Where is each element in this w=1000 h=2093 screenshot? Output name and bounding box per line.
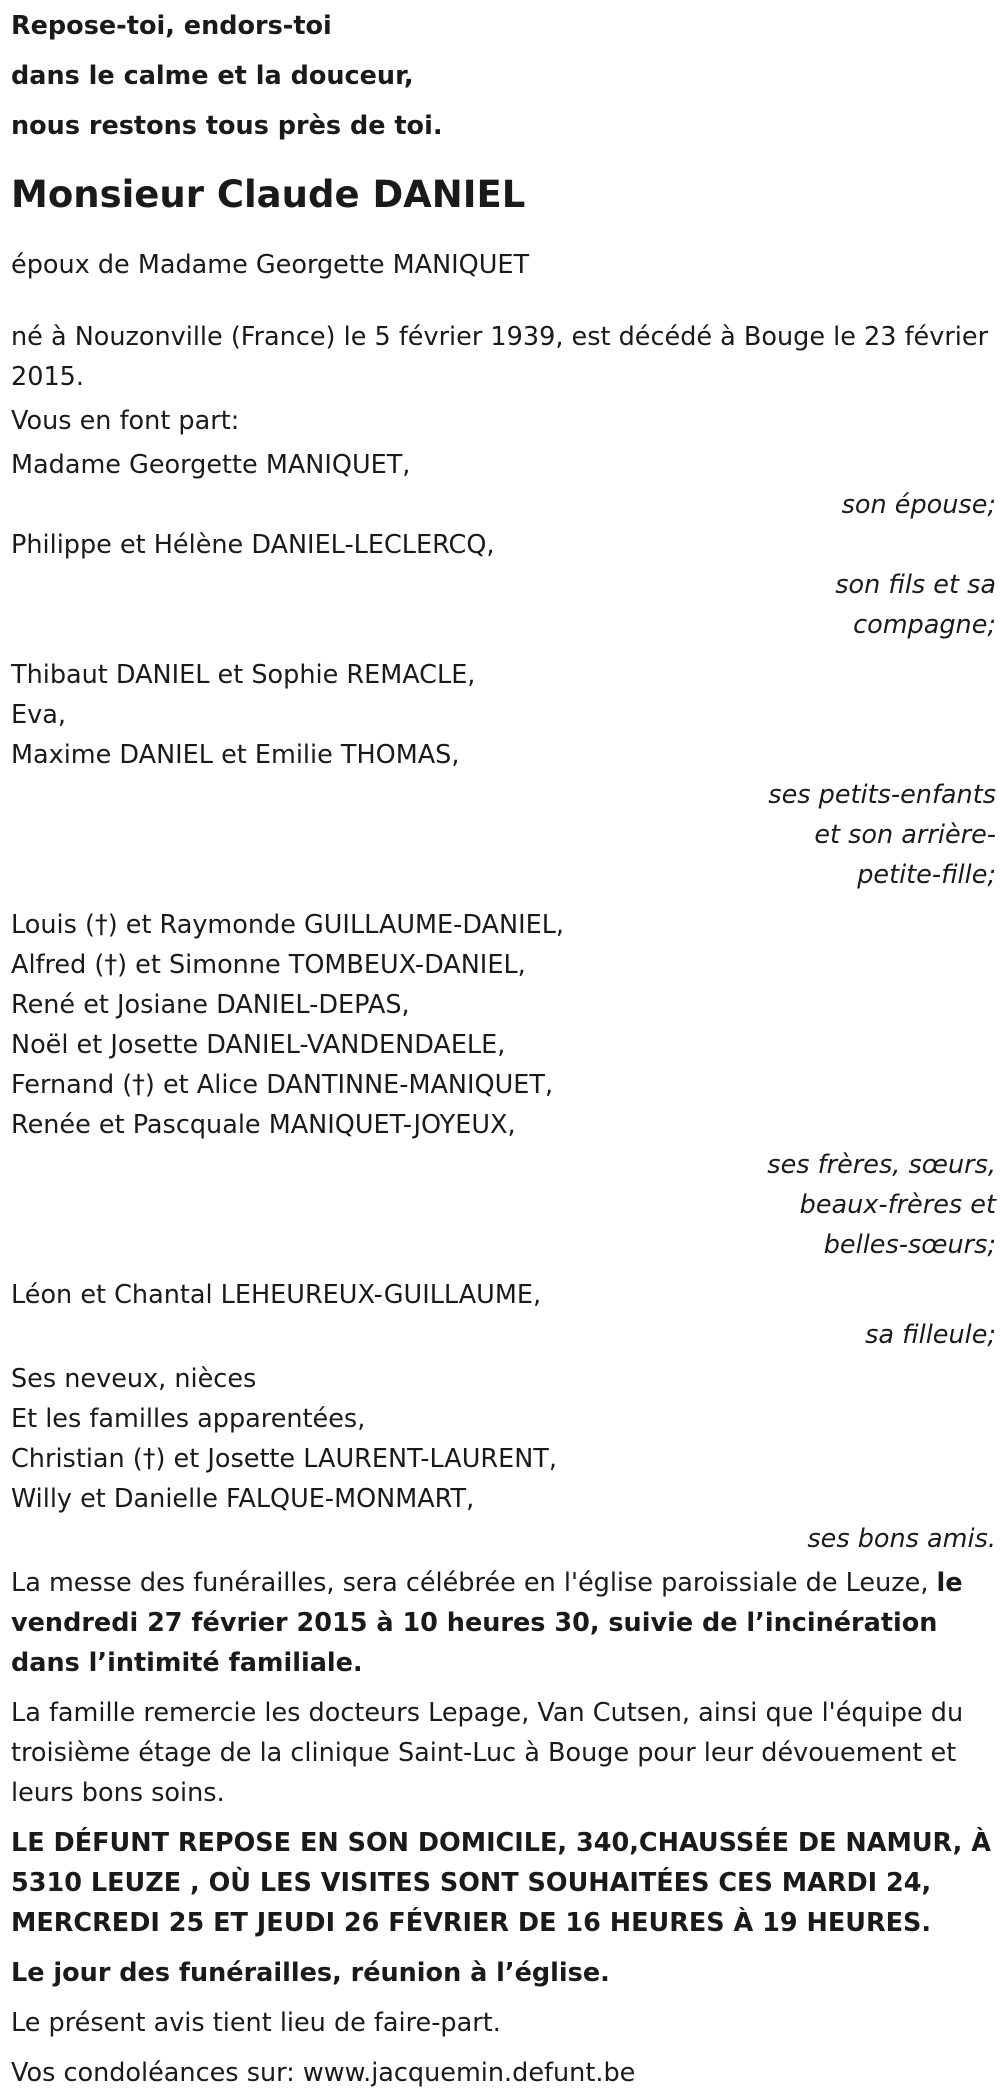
thanks-paragraph: La famille remercie les docteurs Lepage, Van Cutsen, ainsi que l'équipe du troisième étage de la clinique Saint-Luc à Bouge pour leur dévouement et leurs bons soins. bbox=[11, 1698, 964, 1808]
visits-paragraph: LE DÉFUNT REPOSE EN SON DOMICILE, 340,CHAUSSÉE DE NAMUR, À 5310 LEUZE , OÙ LES VISITES SONT SOUHAITÉES CES MARDI 24, MERCREDI 25 ET JEUDI 26 FÉVRIER DE 16 HEURES À 19 HEURES. bbox=[11, 1828, 991, 1938]
relation-line: son fils et sa bbox=[835, 570, 996, 600]
mass-text: La messe des funérailles, sera célébrée en l'église paroissiale de Leuze, bbox=[11, 1568, 937, 1598]
poem-line: nous restons tous près de toi. bbox=[11, 111, 443, 141]
relation-line: ses frères, sœurs, bbox=[767, 1150, 996, 1180]
relation-line: et son arrière- bbox=[814, 820, 996, 850]
mass-date-text: le vendredi 27 février 2015 à 10 heures 30, suivie de l’incinération dans l’intimité familiale. bbox=[11, 1568, 963, 1678]
condolences-line: Vos condoléances sur: www.jacquemin.defunt.be bbox=[11, 2058, 636, 2088]
family-name-line: Eva, bbox=[11, 700, 66, 730]
relation-line: petite-fille; bbox=[857, 860, 996, 890]
family-name-line: Fernand (†) et Alice DANTINNE-MANIQUET, bbox=[11, 1070, 554, 1100]
family-name-line: Madame Georgette MANIQUET, bbox=[11, 450, 411, 480]
relation-line: ses bons amis. bbox=[807, 1524, 996, 1554]
family-name-line: Louis (†) et Raymonde GUILLAUME-DANIEL, bbox=[11, 910, 565, 940]
obituary-page bbox=[0, 1, 1000, 2093]
family-name-line: Christian (†) et Josette LAURENT-LAURENT, bbox=[11, 1444, 557, 1474]
family-group bbox=[11, 655, 996, 895]
family-name-line: Thibaut DANIEL et Sophie REMACLE, bbox=[11, 660, 476, 690]
family-name-line: Ses neveux, nièces bbox=[11, 1364, 257, 1394]
mass-paragraph bbox=[11, 1563, 996, 1683]
poem bbox=[11, 1, 996, 151]
family-group bbox=[11, 525, 996, 645]
family-group bbox=[11, 445, 996, 525]
relation-line: son épouse; bbox=[841, 490, 996, 520]
relation-line: beaux-frères et bbox=[799, 1190, 996, 1220]
family-name-line: Maxime DANIEL et Emilie THOMAS, bbox=[11, 740, 460, 770]
poem-line: dans le calme et la douceur, bbox=[11, 61, 414, 91]
family-name-line: Renée et Pascquale MANIQUET-JOYEUX, bbox=[11, 1110, 516, 1140]
family-group bbox=[11, 905, 996, 1265]
spouse-line: époux de Madame Georgette MANIQUET bbox=[11, 250, 530, 280]
notice-line: Le présent avis tient lieu de faire-part. bbox=[11, 2008, 501, 2038]
poem-line: Repose-toi, endors-toi bbox=[11, 11, 332, 41]
relation-line: sa filleule; bbox=[865, 1320, 996, 1350]
family-name-line: Willy et Danielle FALQUE-MONMART, bbox=[11, 1484, 475, 1514]
family-name-line: René et Josiane DANIEL-DEPAS, bbox=[11, 990, 410, 1020]
deceased-name: Monsieur Claude DANIEL bbox=[11, 173, 526, 216]
relation-line: compagne; bbox=[853, 610, 996, 640]
family-name-line: Philippe et Hélène DANIEL-LECLERCQ, bbox=[11, 530, 495, 560]
relation-line: ses petits-enfants bbox=[768, 780, 996, 810]
family-name-line: Noël et Josette DANIEL-VANDENDAELE, bbox=[11, 1030, 506, 1060]
relation-line: belles-sœurs; bbox=[823, 1230, 996, 1260]
obituary-content bbox=[11, 1, 996, 2093]
family-name-line: Alfred (†) et Simonne TOMBEUX-DANIEL, bbox=[11, 950, 526, 980]
announce-line: Vous en font part: bbox=[11, 406, 240, 436]
family-name-line: Léon et Chantal LEHEUREUX-GUILLAUME, bbox=[11, 1280, 542, 1310]
family-group bbox=[11, 1275, 996, 1355]
family-name-line: Et les familles apparentées, bbox=[11, 1404, 366, 1434]
meeting-line: Le jour des funérailles, réunion à l’église. bbox=[11, 1958, 610, 1988]
birth-death-line: né à Nouzonville (France) le 5 février 1939, est décédé à Bouge le 23 février 2015. bbox=[11, 322, 989, 392]
family-group bbox=[11, 1359, 996, 1559]
